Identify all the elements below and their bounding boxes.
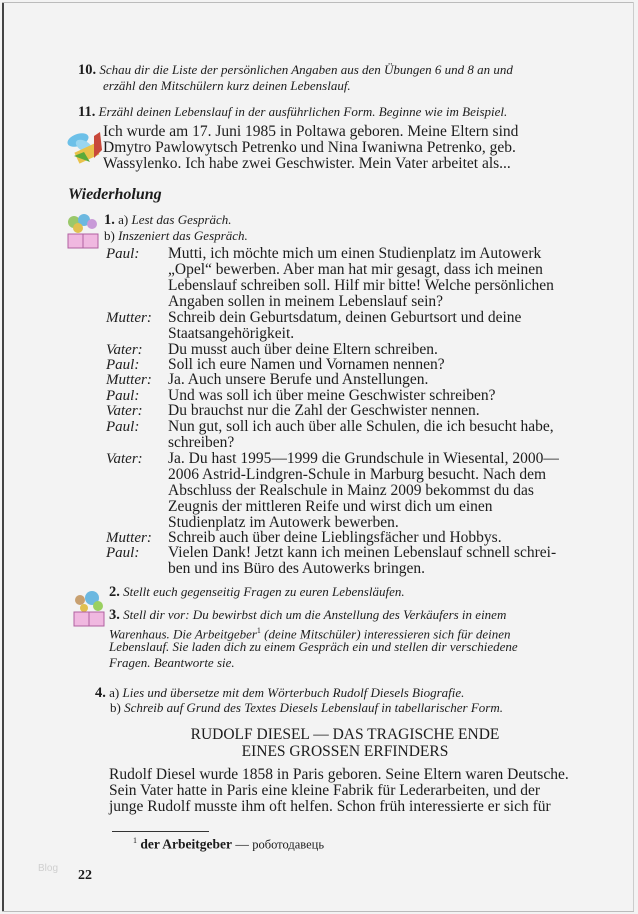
dialogue-line: ben und ins Büro des Autowerks bringen.	[168, 560, 426, 577]
footnote-marker[interactable]: 1	[256, 626, 261, 635]
footnote-divider	[112, 831, 209, 832]
task-4b	[110, 700, 503, 716]
dialogue-line: Nun gut, soll ich auch über alle Schulen, die ich besucht habe,	[168, 418, 554, 435]
subtask-prefix: b)	[110, 700, 121, 715]
example-text-line: Wassylenko. Ich habe zwei Geschwister. Mein Vater arbeitet als...	[103, 155, 511, 172]
speaker-label: Paul:	[106, 246, 140, 262]
reading-text-line: Rudolf Diesel wurde 1858 in Paris geboren. Seine Eltern waren Deutsche.	[109, 766, 569, 783]
page-number: 22	[78, 868, 92, 883]
dialogue-line: schreiben?	[168, 434, 235, 451]
subtask-text: Lies und übersetze mit dem Wörterbuch Rudolf Diesels Biografie.	[122, 685, 465, 700]
exercise-11	[78, 104, 618, 120]
exercise-text-line: (deine Mitschüler) interessieren sich für deinen	[264, 626, 511, 642]
exercise-10	[78, 62, 598, 78]
exercise-text-line: Schau dir die Liste der persönlichen Angaben aus den Übungen 6 und 8 an und	[99, 62, 513, 77]
footnote-translation: роботодавець	[252, 837, 325, 852]
dialogue-line: 2006 Astrid-Lindgren-Schule in Marburg besucht. Nach dem	[168, 466, 547, 483]
dialogue-line: Du musst auch über deine Eltern schreiben.	[168, 341, 438, 358]
exercise-number: 11.	[78, 104, 96, 120]
speaker-label: Paul:	[106, 357, 140, 373]
dialogue-line: Du brauchst nur die Zahl der Geschwister nennen.	[168, 402, 480, 419]
subtask-text: Lest das Gespräch.	[131, 212, 232, 227]
exercise-number: 4.	[95, 685, 106, 701]
group-work-icon	[62, 212, 102, 252]
dialogue-line: Staatsangehörigkeit.	[168, 325, 295, 342]
exercise-text-line: Warenhaus. Die Arbeitgeber	[109, 626, 257, 642]
dialogue-line: Und was soll ich über meine Geschwister schreiben?	[168, 387, 496, 404]
task-3-line-3: Lebenslauf. Sie laden dich zu einem Gespräch ein und stellen dir verschiedene	[109, 639, 518, 654]
watermark: Blog	[38, 863, 59, 874]
speaker-label: Mutter:	[106, 530, 152, 546]
speaker-label: Vater:	[106, 451, 143, 467]
writing-pen-icon	[64, 128, 106, 164]
dialogue-line: Angaben sollen in meinem Lebenslauf sein?	[168, 293, 444, 310]
example-text-line: Dmytro Pawlowytsch Petrenko und Nina Iwaniwna Petrenko, geb.	[103, 139, 516, 156]
exercise-number: 10.	[78, 62, 97, 78]
exercise-instruction: Erzähl deinen Lebenslauf in der ausführlichen Form. Beginne wie im Beispiel.	[98, 104, 508, 119]
speaker-label: Mutter:	[106, 310, 152, 326]
subtask-text: Inszeniert das Gespräch.	[118, 228, 248, 243]
exercise-text-line: Stell dir vor: Du bewirbst dich um die Anstellung des Verkäufers in einem	[123, 607, 507, 622]
dialogue-line: Schreib auch über deine Lieblingsfächer und Hobbys.	[168, 529, 502, 546]
example-text-line: Ich wurde am 17. Juni 1985 in Poltawa geboren. Meine Eltern sind	[103, 123, 519, 140]
dialogue-line: Soll ich eure Namen und Vornamen nennen?	[168, 356, 445, 373]
task-1b	[104, 228, 248, 244]
subtask-text: Schreib auf Grund des Textes Diesels Lebenslauf in tabellarischer Form.	[124, 700, 503, 715]
task-1a	[104, 212, 232, 228]
dialogue-line: Lebenslauf schreiben soll. Hilf mir bitte! Welche persönlichen	[168, 277, 554, 294]
footnote-marker: 1	[133, 836, 137, 845]
reading-title	[110, 726, 580, 760]
footnote-dash: —	[235, 836, 249, 852]
dialogue-line: Ja. Du hast 1995—1999 die Grundschule in Wiesental, 2000—	[168, 450, 559, 467]
speaker-label: Vater:	[106, 342, 143, 358]
speaker-label: Paul:	[106, 388, 140, 404]
dialogue-line: Studienplatz im Autowerk bewerben.	[168, 514, 399, 531]
speaker-label: Paul:	[106, 419, 140, 435]
subtask-prefix: a)	[118, 212, 129, 227]
dialogue-line: Abschluss der Realschule in Mainz 2009 bekommst du das	[168, 482, 534, 499]
dialogue-line: Schreib dein Geburtsdatum, deinen Geburtsort und deine	[168, 309, 522, 326]
speaker-label: Mutter:	[106, 372, 152, 388]
exercise-10-line-2: erzähl den Mitschülern kurz deinen Lebenslauf.	[103, 78, 351, 93]
speaker-label: Paul:	[106, 545, 140, 561]
section-heading: Wiederholung	[68, 186, 162, 203]
footnote	[133, 836, 324, 853]
task-4a	[95, 685, 464, 701]
reading-title-line: RUDOLF DIESEL — DAS TRAGISCHE ENDE	[190, 726, 500, 743]
exercise-number: 1.	[104, 212, 115, 228]
reading-text-line: junge Rudolf musste ihm oft helfen. Schon früh interessierte er sich für	[109, 798, 551, 815]
reading-title-line: EINES GROSSEN ERFINDERS	[241, 743, 449, 760]
exercise-number: 2.	[109, 584, 120, 600]
dialogue-line: Vielen Dank! Jetzt kann ich meinen Lebenslauf schnell schrei-	[168, 544, 557, 561]
group-work-icon	[70, 588, 108, 628]
dialogue-line: Ja. Auch unsere Berufe und Anstellungen.	[168, 371, 429, 388]
speaker-label: Vater:	[106, 403, 143, 419]
dialogue-line: Zeugnis der mittleren Reife und wirst dich um einen	[168, 498, 493, 515]
footnote-term: der Arbeitgeber	[140, 836, 232, 852]
task-2	[109, 584, 405, 600]
dialogue-line: Mutti, ich möchte mich um einen Studienplatz im Autowerk	[168, 245, 542, 262]
dialogue-line: „Opel“ bewerben. Aber man hat mir gesagt, dass ich meinen	[168, 261, 543, 278]
reading-text-line: Sein Vater hatte in Paris eine kleine Fabrik für Lederarbeiten, und der	[109, 782, 540, 799]
subtask-prefix: a)	[109, 685, 120, 700]
exercise-number: 3.	[109, 607, 120, 623]
task-3-line-4: Fragen. Beantworte sie.	[109, 655, 235, 670]
subtask-prefix: b)	[104, 228, 115, 243]
exercise-text: Stellt euch gegenseitig Fragen zu euren Lebensläufen.	[123, 584, 405, 599]
task-3	[109, 607, 506, 623]
